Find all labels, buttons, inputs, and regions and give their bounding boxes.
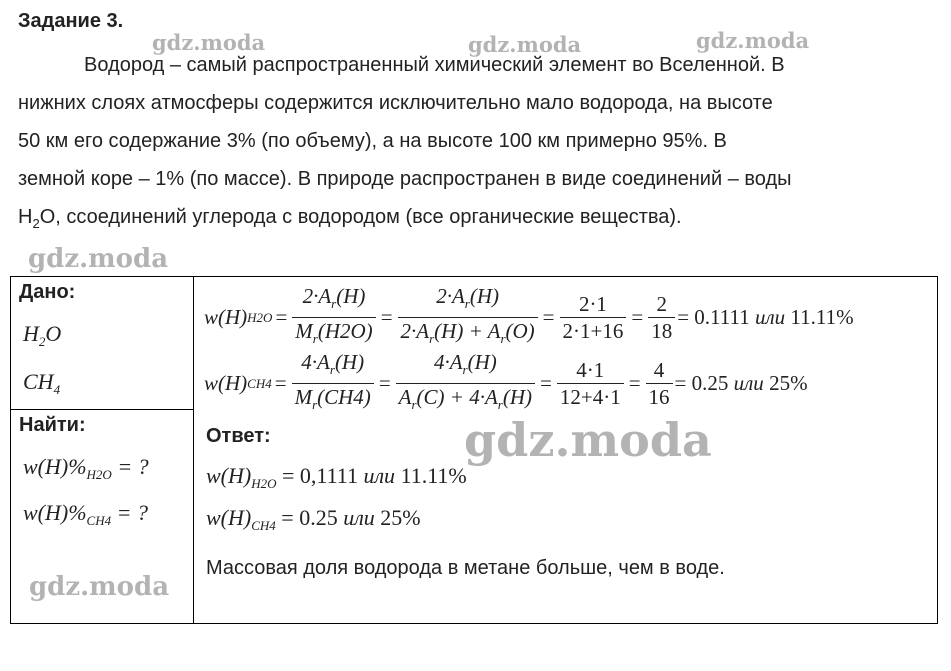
answer-heading: Ответ:: [206, 425, 271, 447]
find-h2o: $w(H)\%_{H2O}$ = ?: [23, 454, 149, 482]
given-h2o: $H_2O$: [23, 321, 62, 349]
task-table: [10, 276, 938, 624]
equation-h2o: w(H) H2O = $\frac{2\cdot A_r(H)}{M_r(H2O)}$ = $\frac{2\cdot A_r(H)}{2\cdot A_r(H) + A_r(O)}$ = $\frac{2\cdot 1}{2\cdot 1+16}$ = $\frac{2}{18}$ = 0.1111 или 11.11%: [204, 284, 854, 346]
find-heading: Найти:: [19, 414, 86, 436]
equation-ch4: w(H) CH4 = $\frac{4\cdot A_r(H)}{M_r(CH4)}$ = $\frac{4\cdot A_r(H)}{A_r(C) + 4\cdot A_r(H)}$ = $\frac{4\cdot 1}{12+4\cdot 1}$ = $\frac{4}{16}$ = 0.25 или 25%: [204, 350, 808, 412]
text-line: земной коре – 1% (по массе). В природе распространен в виде соединений – воды: [18, 168, 792, 190]
watermark: gdz.moda: [468, 32, 582, 57]
watermark: gdz.moda: [696, 28, 810, 53]
task-text: [18, 46, 878, 243]
watermark: gdz.moda: [152, 30, 266, 55]
text-line: $H_2O$, ссоединений углерода с водородом (все органические вещества).: [18, 206, 682, 231]
find-cell: [11, 410, 194, 624]
given-ch4: $CH_4$: [23, 369, 61, 397]
conclusion: Массовая доля водорода в метане больше, чем в воде.: [206, 557, 725, 579]
task-title: Задание 3.: [18, 10, 124, 32]
solution-cell: [194, 277, 938, 624]
answer-h2o: $w(H)_{H2O} = 0,1111$ или 11.11%: [206, 463, 467, 491]
answer-ch4: $w(H)_{CH4} = 0.25$ или 25%: [206, 505, 421, 533]
text-line: нижних слоях атмосферы содержится исключительно мало водорода, на высоте: [18, 92, 773, 114]
watermark: gdz.moda: [464, 413, 712, 467]
watermark: gdz.moda: [28, 244, 169, 274]
find-ch4: $w(H)\%_{CH4}$ = ?: [23, 500, 148, 528]
watermark: gdz.moda: [29, 572, 170, 602]
given-heading: Дано:: [19, 281, 76, 303]
text-line: Водород – самый распространенный химический элемент во Вселенной. В: [84, 54, 785, 76]
text-line: 50 км его содержание 3% (по объему), а на высоте 100 км примерно 95%. В: [18, 130, 727, 152]
given-cell: [11, 277, 194, 410]
